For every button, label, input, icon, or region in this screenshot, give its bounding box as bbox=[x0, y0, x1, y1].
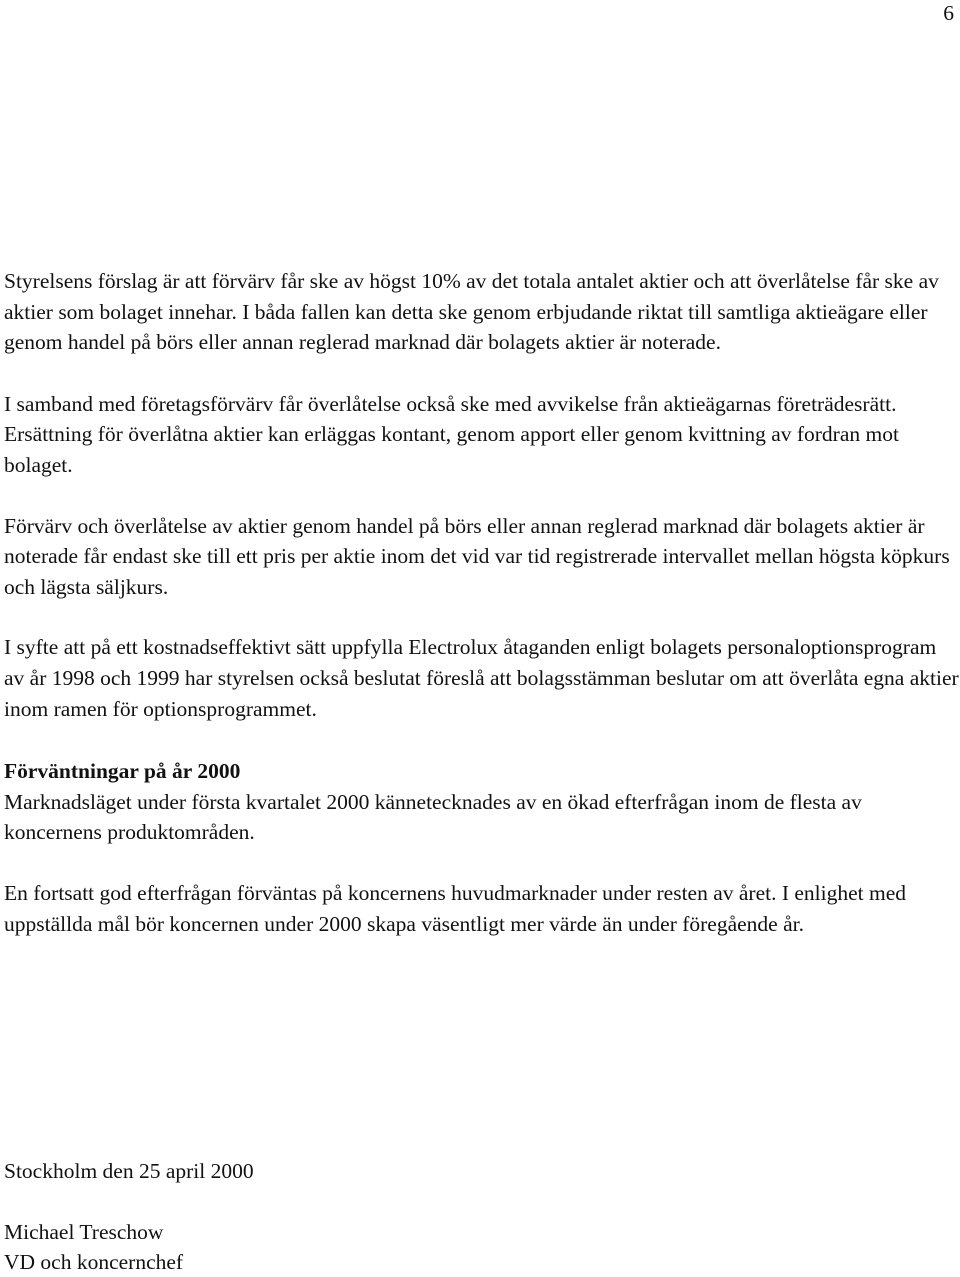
paragraph-outlook: En fortsatt god efterfrågan förväntas på koncernens huvudmarknader under resten av året. I enlighet med uppställda mål bör koncernen under 2000 skapa väsentligt mer värde än under föregående år. bbox=[4, 880, 907, 936]
section-heading-expectations: Förväntningar på år 2000 bbox=[4, 759, 241, 784]
paragraph-acquisition-proposal: Styrelsens förslag är att förvärv får ske av högst 10% av det totala antalet aktier och att överlåtelse får ske av aktier som bolaget innehar. I båda fallen kan detta ske genom erbjudande riktat till samtliga aktieägare eller genom handel på börs eller annan reglerad marknad där bolagets aktier är noterade. bbox=[4, 269, 939, 355]
paragraph-option-program: I syfte att på ett kostnadseffektivt sätt uppfylla Electrolux åtaganden enligt bolagets personaloptionsprogram av år 1998 och 1999 har styrelsen också beslutat föreslå att bolagsstämman beslutar om att överlåta egna aktier inom ramen för optionsprogrammet. bbox=[4, 635, 959, 721]
signatory-title: VD och koncernchef bbox=[4, 1250, 184, 1274]
document-body bbox=[4, 266, 960, 939]
paragraph-market-situation: Marknadsläget under första kvartalet 2000 kännetecknades av en ökad efterfrågan inom de flesta av koncernens produktområden. bbox=[4, 789, 862, 845]
signatory-name: Michael Treschow bbox=[4, 1220, 164, 1244]
paragraph-transfer-deviation: I samband med företagsförvärv får överlåtelse också ske med avvikelse från aktieägarnas företrädesrätt. Ersättning för överlåtna aktier kan erläggas kontant, genom apport eller genom kvittning av fordran mot bolaget. bbox=[4, 391, 899, 477]
signature-block bbox=[4, 1156, 904, 1277]
page-number: 6 bbox=[943, 1, 954, 25]
paragraph-price-interval: Förvärv och överlåtelse av aktier genom handel på börs eller annan reglerad marknad där bolagets aktier är noterade får endast ske till ett pris per aktie inom det vid var tid registrerade intervallet mellan högsta köpkurs och lägsta säljkurs. bbox=[4, 513, 950, 599]
place-date: Stockholm den 25 april 2000 bbox=[4, 1159, 254, 1183]
